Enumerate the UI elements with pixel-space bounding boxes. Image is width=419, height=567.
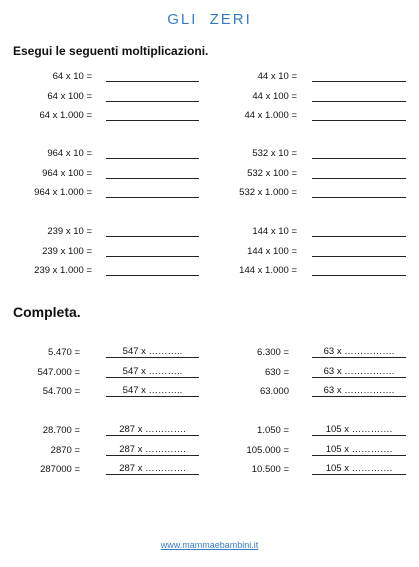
page-title: GLI ZERI <box>167 11 252 28</box>
answer-line[interactable] <box>312 256 406 257</box>
answer-template: 105 x …………. <box>325 424 393 435</box>
exercise-expression: 287000 = <box>40 464 80 475</box>
exercise-expression: 44 x 10 = <box>257 71 297 82</box>
completion-row <box>0 463 419 477</box>
answer-template: 105 x …………. <box>325 443 393 455</box>
answer-template: 287 x …………. <box>119 463 186 474</box>
exercise-expression: 532 x 100 = <box>247 167 297 179</box>
exercise-expression: 144 x 100 = <box>247 245 297 257</box>
exercise-expression: 239 x 1.000 = <box>34 265 92 276</box>
answer-template: 547 x ……….. <box>122 346 183 357</box>
exercise-expression: 44 x 1.000 = <box>244 110 297 121</box>
completion-row <box>0 385 419 399</box>
answer-line[interactable] <box>312 120 406 121</box>
answer-line[interactable] <box>312 101 406 102</box>
exercise-expression: 5.470 = <box>48 347 80 358</box>
completion-row <box>0 424 419 438</box>
exercise-expression: 630 = <box>264 366 289 378</box>
exercise-expression: 105.000 = <box>246 444 289 456</box>
exercise-expression: 54.700 = <box>42 386 80 397</box>
section-heading-complete: Completa. <box>13 304 81 320</box>
exercise-expression: 144 x 1.000 = <box>239 265 297 276</box>
answer-line[interactable] <box>312 178 406 179</box>
footer-link[interactable]: www.mammaebambini.it <box>160 540 259 550</box>
answer-line[interactable] <box>312 197 406 198</box>
exercise-row <box>0 225 419 239</box>
answer-line[interactable] <box>312 81 406 82</box>
answer-template: 547 x ……….. <box>122 385 183 396</box>
exercise-row <box>0 186 419 200</box>
completion-row <box>0 444 419 458</box>
completion-row <box>0 366 419 380</box>
exercise-expression: 239 x 10 = <box>47 226 92 237</box>
exercise-expression: 6.300 = <box>257 347 289 358</box>
exercise-expression: 239 x 100 = <box>42 245 92 257</box>
exercise-expression: 144 x 10 = <box>252 226 297 237</box>
exercise-expression: 964 x 1.000 = <box>34 187 92 198</box>
exercise-expression: 964 x 100 = <box>42 167 92 179</box>
exercise-expression: 64 x 100 = <box>47 90 92 102</box>
answer-template: 287 x …………. <box>119 443 186 455</box>
exercise-expression: 44 x 100 = <box>252 90 297 102</box>
exercise-expression: 64 x 1.000 = <box>39 110 92 121</box>
completion-row <box>0 346 419 360</box>
exercise-expression: 532 x 10 = <box>252 148 297 159</box>
exercise-expression: 64 x 10 = <box>52 71 92 82</box>
exercise-row <box>0 167 419 181</box>
answer-template: 63 x ……………. <box>323 365 395 377</box>
answer-line[interactable] <box>312 236 406 237</box>
answer-template: 287 x …………. <box>119 424 186 435</box>
exercise-row <box>0 264 419 278</box>
exercise-expression: 532 x 1.000 = <box>239 187 297 198</box>
answer-template: 105 x …………. <box>325 463 393 474</box>
section-heading-multiplications: Esegui le seguenti moltiplicazioni. <box>13 44 209 58</box>
answer-template: 63 x ……………. <box>323 346 395 357</box>
answer-template: 547 x ……….. <box>122 365 183 377</box>
exercise-row <box>0 90 419 104</box>
exercise-row <box>0 109 419 123</box>
exercise-expression: 547.000 = <box>37 366 80 378</box>
exercise-row <box>0 245 419 259</box>
exercise-expression: 28.700 = <box>42 425 80 436</box>
exercise-expression: 1.050 = <box>257 425 289 436</box>
exercise-expression: 63.000 <box>259 386 289 397</box>
exercise-expression: 964 x 10 = <box>47 148 92 159</box>
answer-line[interactable] <box>312 275 406 276</box>
exercise-expression: 10.500 = <box>251 464 289 475</box>
exercise-expression: 2870 = <box>50 444 80 456</box>
exercise-row <box>0 70 419 84</box>
answer-template: 63 x ……………. <box>323 385 395 396</box>
exercise-row <box>0 147 419 161</box>
answer-line[interactable] <box>312 158 406 159</box>
